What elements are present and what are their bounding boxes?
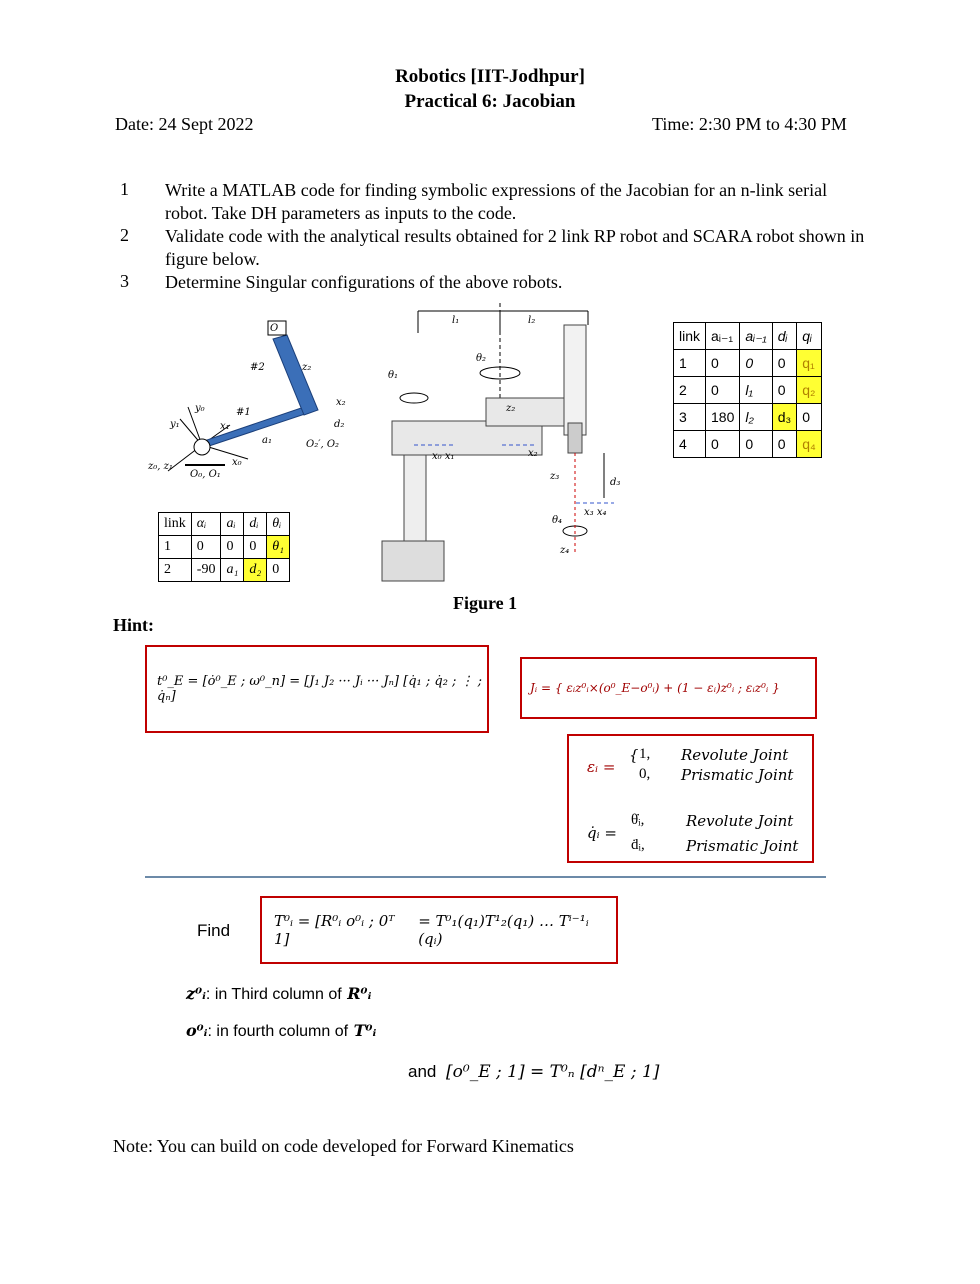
svg-text:l₂: l₂ [528,315,536,326]
footer-note: Note: You can build on code developed for Forward Kinematics [113,1136,574,1156]
tE-formula: t⁰_E = [ȯ⁰_E ; ω⁰_n] = [J₁ J₂ ··· Jᵢ ··· Jₙ] [q̇₁ ; q̇₂ ; ⋮ ; q̇ₙ] [157,674,483,704]
Ti-lhs: T⁰ᵢ = [R⁰ᵢ o⁰ᵢ ; 0ᵀ 1] [274,912,395,948]
table-header-cell: qᵢ [797,323,822,350]
table-cell: 0 [740,431,772,458]
table-row [159,536,290,559]
question-text: Validate code with the analytical results obtained for 2 link RP robot and SCARA robot shown in figure below. [165,226,865,269]
and-formula [408,1062,659,1082]
table-cell: 0 [706,377,740,404]
epsilon-symbol: εᵢ = [587,758,616,776]
table-header-cell: θᵢ [267,513,290,536]
table-cell: 2 [674,377,706,404]
scara-dh-table [673,322,822,458]
table-cell: 0 [267,559,290,582]
svg-text:x₃ x₄: x₃ x₄ [584,507,607,518]
table-cell: 0 [740,350,772,377]
table-header-cell: αᵢ [191,513,221,536]
hint-label: Hint: [113,615,155,635]
table-cell: 4 [674,431,706,458]
svg-text:#1: #1 [236,407,251,418]
table-cell-variable: q₄ [797,431,822,458]
epsilon-bracket: { [629,746,639,764]
rp-robot-drawing [140,315,370,490]
rp-dh-table [158,512,290,582]
table-cell: 0 [772,350,797,377]
revolute-joint-label: Revolute Joint [681,746,789,764]
and-label: and [408,1062,437,1081]
figure-caption: Figure 1 [453,593,518,613]
o-note-text: : in fourth column of [207,1023,349,1040]
revolute-joint-label: Revolute Joint [686,812,794,830]
table-cell: 1 [674,350,706,377]
question-text: Write a MATLAB code for finding symbolic expressions of the Jacobian for an n-link serial robot. Take DH parameters as inputs to the code. [165,180,828,223]
tE-formula-box [145,645,489,733]
svg-text:x₀ x₁: x₀ x₁ [432,451,455,462]
table-header-cell: dᵢ [772,323,797,350]
prismatic-joint-label: Prismatic Joint [686,837,799,855]
epsilon-revolute-value: 1, [639,746,651,762]
question-text: Determine Singular configurations of the above robots. [165,272,563,292]
table-cell-variable: q₁ [797,350,822,377]
question-number: 1 [120,179,129,199]
table-cell: 0 [221,536,244,559]
svg-text:y₁: y₁ [170,419,180,430]
svg-text:z₂: z₂ [506,403,516,414]
table-cell: 0 [797,404,822,431]
table-cell-variable: d₃ [772,404,797,431]
table-header-cell: aᵢ₋₁ [740,323,772,350]
table-header-cell: link [159,513,192,536]
page-subtitle: Practical 6: Jacobian [404,91,576,112]
qdot-symbol: q̇ᵢ = [587,824,617,842]
svg-text:O₂′, O₂: O₂′, O₂ [306,439,340,450]
table-header-cell: link [674,323,706,350]
svg-text:x₀: x₀ [232,457,242,468]
svg-text:z₀, z₁: z₀, z₁ [148,461,173,472]
svg-text:z₂: z₂ [302,362,312,373]
find-label: Find [197,921,231,940]
Ji-formula: Jᵢ = { εᵢz⁰ᵢ×(o⁰_E−o⁰ᵢ) + (1 − εᵢ)z⁰ᵢ ; εᵢz⁰ᵢ } [530,681,780,695]
time-text: Time: 2:30 PM to 4:30 PM [652,114,847,134]
qdot-prismatic-value: ḋᵢ, [631,837,645,853]
question-number: 2 [120,225,129,245]
z-symbol: z⁰ᵢ [186,984,206,1003]
table-cell-variable: d₂ [244,559,267,582]
oE-formula: [o⁰_E ; 1] = T⁰ₙ [dⁿ_E ; 1] [440,1062,660,1082]
svg-text:O: O [270,323,279,334]
table-cell: 0 [706,431,740,458]
svg-text:l₁: l₁ [452,315,460,326]
table-row [674,431,822,458]
svg-text:d₂: d₂ [334,419,345,430]
z-note-text: : in Third column of [205,986,342,1003]
table-cell: l₁ [740,377,772,404]
o-column-note [186,1021,376,1041]
scara-robot-drawing [378,303,638,593]
svg-text:a₁: a₁ [262,435,272,446]
table-cell: 0 [706,350,740,377]
table-cell: a₁ [221,559,244,582]
o-symbol: o⁰ᵢ [186,1021,208,1040]
page-title: Robotics [IIT-Jodhpur] [395,66,585,87]
table-cell: 2 [159,559,192,582]
R-symbol: R⁰ᵢ [341,984,372,1003]
table-row [674,350,822,377]
epsilon-prismatic-value: 0, [639,766,651,782]
table-row [674,377,822,404]
svg-text:θ₁: θ₁ [388,370,399,381]
svg-text:x₁: x₁ [220,421,230,432]
date-text: Date: 24 Sept 2022 [115,114,254,134]
table-cell: 0 [772,377,797,404]
Ti-formula-box [260,896,618,964]
table-cell: 0 [244,536,267,559]
table-header-cell: dᵢ [244,513,267,536]
svg-text:x₂: x₂ [336,397,346,408]
svg-text:x₂: x₂ [528,448,538,459]
svg-text:θ₄: θ₄ [552,515,563,526]
table-header-row [159,513,290,536]
question-number: 3 [120,271,129,291]
svg-text:O₀, O₁: O₀, O₁ [190,469,221,480]
z-column-note [186,984,371,1004]
table-cell-variable: θ₁ [267,536,290,559]
table-cell: l₂ [740,404,772,431]
table-cell: 180 [706,404,740,431]
table-row [674,404,822,431]
table-header-cell: aᵢ [221,513,244,536]
Ti-formula: = T⁰₁(q₁)T¹₂(q₁) … Tⁱ⁻¹ᵢ (qᵢ) [418,912,589,948]
T-symbol: T⁰ᵢ [348,1021,377,1040]
table-header-cell: aᵢ₋₁ [706,323,740,350]
table-row [159,559,290,582]
table-cell-variable: q₂ [797,377,822,404]
svg-text:d₃: d₃ [610,477,621,488]
table-cell: 0 [191,536,221,559]
Ji-formula-box [520,657,817,719]
epsilon-qdot-box [567,734,814,863]
svg-text:θ₂: θ₂ [476,353,487,364]
divider [145,876,826,878]
table-cell: 1 [159,536,192,559]
table-header-row [674,323,822,350]
qdot-revolute-value: θ̇ᵢ, [631,812,645,828]
table-cell: 3 [674,404,706,431]
svg-text:z₄: z₄ [560,545,570,556]
table-cell: -90 [191,559,221,582]
table-cell: 0 [772,431,797,458]
svg-text:y₀: y₀ [195,403,205,414]
svg-text:z₃: z₃ [550,471,560,482]
prismatic-joint-label: Prismatic Joint [681,766,794,784]
svg-text:#2: #2 [250,362,265,373]
